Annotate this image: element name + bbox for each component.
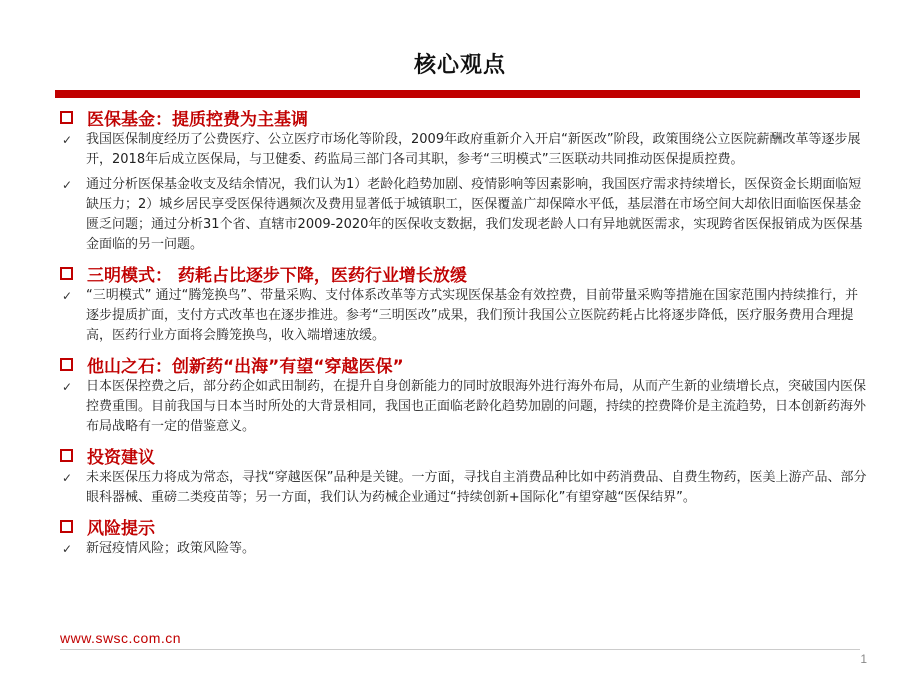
section-heading bbox=[60, 513, 868, 539]
hollow-square-icon bbox=[60, 111, 73, 124]
page-title: 核心观点 bbox=[413, 53, 506, 78]
section-heading bbox=[60, 351, 868, 377]
section-heading-text: 投资建议 bbox=[87, 447, 155, 468]
title-divider bbox=[55, 90, 860, 98]
hollow-square-icon bbox=[60, 449, 73, 462]
section-heading-text: 风险提示 bbox=[87, 518, 155, 539]
list-item bbox=[60, 539, 868, 559]
footer-url: www.swsc.com.cn bbox=[60, 630, 182, 646]
section-medical-insurance-fund bbox=[60, 104, 868, 255]
section-heading-text: 三明模式： 药耗占比逐步下降，医药行业增长放缓 bbox=[87, 265, 467, 286]
section-risk-warning bbox=[60, 513, 868, 559]
page-number: 1 bbox=[860, 652, 867, 666]
list-item bbox=[60, 377, 868, 437]
section-heading bbox=[60, 442, 868, 468]
list-item bbox=[60, 286, 868, 346]
list-item-text: 日本医保控费之后，部分药企如武田制药，在提升自身创新能力的同时放眼海外进行海外布局，从而产生新的业绩增长点，突破国内医保控费重围。目前我国与日本当时所处的大背景相同，我国也正面临老龄化趋势加剧的问题，持续的控费降价是主流趋势，日本创新药海外布局战略有一定的借鉴意义。 bbox=[86, 379, 867, 434]
list-item bbox=[60, 175, 868, 255]
section-heading bbox=[60, 260, 868, 286]
section-heading bbox=[60, 104, 868, 130]
section-heading-text: 他山之石：创新药“出海”有望“穿越医保” bbox=[87, 356, 404, 377]
hollow-square-icon bbox=[60, 358, 73, 371]
check-mark-icon: ✓ bbox=[62, 542, 73, 556]
section-sanming-model bbox=[60, 260, 868, 346]
list-item-text: 新冠疫情风险；政策风险等。 bbox=[86, 541, 256, 556]
list-item-text: 未来医保压力将成为常态，寻找“穿越医保”品种是关键。一方面，寻找自主消费品种比如中药消费品、自费生物药，医美上游产品、部分眼科器械、重磅二类疫苗等；另一方面，我们认为药械企业通过“持续创新+国际化”有望穿越“医保结界”。 bbox=[86, 470, 867, 505]
section-overseas-lessons bbox=[60, 351, 868, 437]
list-item bbox=[60, 468, 868, 508]
check-mark-icon: ✓ bbox=[62, 471, 73, 485]
check-mark-icon: ✓ bbox=[62, 133, 73, 147]
check-mark-icon: ✓ bbox=[62, 289, 73, 303]
check-mark-icon: ✓ bbox=[62, 178, 73, 192]
list-item-text: 我国医保制度经历了公费医疗、公立医疗市场化等阶段，2009年政府重新介入开启“新医改”阶段，政策围绕公立医院薪酬改革等逐步展开，2018年后成立医保局，与卫健委、药监局三部门各司其职，参考“三明模式”三医联动共同推动医保提质控费。 bbox=[86, 132, 861, 167]
list-item bbox=[60, 130, 868, 170]
check-mark-icon: ✓ bbox=[62, 380, 73, 394]
list-item-text: 通过分析医保基金收支及结余情况，我们认为1）老龄化趋势加剧、疫情影响等因素影响，我国医疗需求持续增长，医保资金长期面临短缺压力；2）城乡居民享受医保待遇频次及费用显著低于城镇职工，医保覆盖广却保障水平低，基层潜在市场空间大却依旧面临医保基金匮乏问题；通过分析31个省、直辖市2009-2020年的医保收支数据，我们发现老龄人口有异地就医需求，实现跨省医保报销成为医保基金面临的另一问题。 bbox=[86, 177, 863, 252]
hollow-square-icon bbox=[60, 520, 73, 533]
footer-divider bbox=[60, 649, 860, 650]
list-item-text: “三明模式” 通过“腾笼换鸟”、带量采购、支付体系改革等方式实现医保基金有效控费，目前带量采购等措施在国家范围内持续推行，并逐步提质扩面，支付方式改革也在逐步推进。参考“三明医改”成果，我们预计我国公立医院药耗占比将逐步降低，医疗服务费用合理提高，医药行业方面将会腾笼换鸟，收入端增速放缓。 bbox=[86, 288, 859, 343]
section-investment-advice bbox=[60, 442, 868, 508]
section-heading-text: 医保基金：提质控费为主基调 bbox=[87, 109, 308, 130]
hollow-square-icon bbox=[60, 267, 73, 280]
key-points-content bbox=[60, 104, 868, 564]
